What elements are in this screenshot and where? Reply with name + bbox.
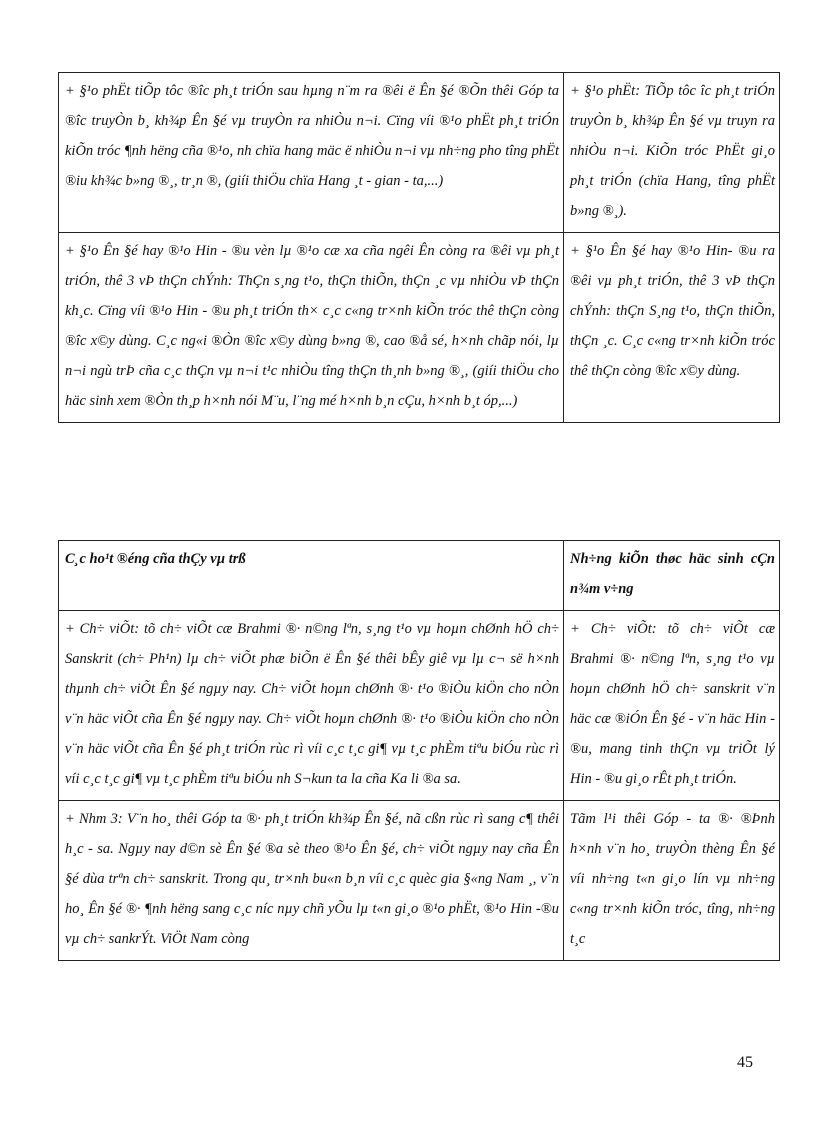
- content-table-2: [58, 540, 780, 961]
- page-number: 45: [737, 1054, 753, 1071]
- header-activities: C¸c ho¹t ®éng cña thÇy vµ trß: [59, 541, 564, 611]
- table-row: [59, 233, 780, 423]
- table-header-row: [59, 541, 780, 611]
- activity-cell: + §¹o phËt tiÕp tôc ®îc ph¸t triÓn sau hµng n¨m ra ®êi ë Ên §é ®Õn thêi Góp ta ®îc truyÒn b¸ kh¾p Ên §é vµ truyÒn ra nhiÒu n¬i. Cïng víi ®¹o phËt ph¸t triÓn kiÕn tróc ¶nh hëng cña ®¹o, nh chïa hang mäc ë nhiÒu n¬i vµ nh÷ng pho tîng phËt ®iu kh¾c b»ng ®¸, tr¸n ®, (giíi thiÖu chïa Hang ¸t - gian - ta,...): [59, 73, 564, 233]
- table-row: [59, 801, 780, 961]
- table-row: [59, 73, 780, 233]
- activity-cell: + §¹o Ên §é hay ®¹o Hin - ®u vèn lµ ®¹o cæ xa cña ngêi Ên còng ra ®êi vµ ph¸t triÓn, thê 3 vÞ thÇn chÝnh: ThÇn s¸ng t¹o, thÇn thiÕn, thÇn ¸c vµ nhiÒu vÞ thÇn kh¸c. Cïng víi ®¹o Hin - ®u ph¸t triÓn th× c¸c c«ng tr×nh kiÕn tróc thê thÇn còng ®îc x©y dùng. C¸c ng«i ®Òn ®îc x©y dùng b»ng ®, cao ®å sé, h×nh chãp nói, lµ n¬i ngù trÞ cña c¸c thÇn vµ n¬i t¹c nhiÒu tîng thÇn th¸nh b»ng ®¸, (giíi thiÖu cho häc sinh xem ®Òn th¸p h×nh nói M¨u, l¨ng mé h×nh b¸n cÇu, h×nh b¸t óp,...): [59, 233, 564, 423]
- activity-cell: + Nhm 3: V¨n ho¸ thêi Góp ta ®· ph¸t triÓn kh¾p Ên §é, nã cßn rùc rì sang c¶ thêi h¸c - sa. Ngµy nay d©n sè Ên §é ®a sè theo ®¹o Ên §é, ch÷ viÕt ngµy nay cña Ên §é dùa trªn ch÷ sanskrit. Trong qu¸ tr×nh bu«n b¸n víi c¸c quèc gia §«ng Nam ¸, v¨n ho¸ Ên §é ®· ¶nh hëng sang c¸c níc nµy chñ yÕu lµ t«n gi¸o ®¹o phËt, ®¹o Hin -®u vµ ch÷ sankrÝt. ViÖt Nam còng: [59, 801, 564, 961]
- knowledge-cell: Tãm l¹i thêi Góp - ta ®· ®Þnh h×nh v¨n ho¸ truyÒn thèng Ên §é víi nh÷ng t«n gi¸o lín vµ nh÷ng c«ng tr×nh kiÕn tróc, tîng, nh÷ng t¸c: [564, 801, 780, 961]
- content-table-1: [58, 72, 780, 423]
- header-knowledge: Nh÷ng kiÕn thøc häc sinh cÇn n¾m v÷ng: [564, 541, 780, 611]
- activity-cell: + Ch÷ viÕt: tõ ch÷ viÕt cæ Brahmi ®· n©ng lªn, s¸ng t¹o vµ hoµn chØnh hÖ ch÷ Sanskrit (ch÷ Ph¹n) lµ ch÷ viÕt phæ biÕn ë Ên §é thêi bÊy giê vµ lµ c¬ së h×nh thµnh ch÷ viÕt Ên §é ngµy nay. Ch÷ viÕt hoµn chØnh ®· t¹o ®iÒu kiÖn cho nÒn v¨n häc viÕt cña Ên §é ngµy nay. Ch÷ viÕt hoµn chØnh ®· t¹o ®iÒu kiÖn cho nÒn v¨n häc viÕt cña Ên §é ph¸t triÓn rùc rì víi c¸c t¸c gi¶ vµ t¸c phÈm tiªu biÓu rùc rì víi c¸c t¸c gi¶ vµ t¸c phÈm tiªu biÓu nh S¬kun ta la cña Ka li ®a sa.: [59, 611, 564, 801]
- knowledge-cell: + Ch÷ viÕt: tõ ch÷ viÕt cæ Brahmi ®· n©ng lªn, s¸ng t¹o vµ hoµn chØnh hÖ ch÷ sanskrit v¨n häc cæ ®iÓn Ên §é - v¨n häc Hin - ®u, mang tinh thÇn vµ triÕt lý Hin - ®u gi¸o rÊt ph¸t triÓn.: [564, 611, 780, 801]
- knowledge-cell: + §¹o phËt: TiÕp tôc îc ph¸t triÓn truyÒn b¸ kh¾p Ên §é vµ truyn ra nhiÒu n¬i. KiÕn tróc PhËt gi¸o ph¸t triÓn (chïa Hang, tîng phËt b»ng ®¸).: [564, 73, 780, 233]
- knowledge-cell: + §¹o Ên §é hay ®¹o Hin- ®u ra ®êi vµ ph¸t triÓn, thê 3 vÞ thÇn chÝnh: thÇn S¸ng t¹o, thÇn thiÕn, thÇn ¸c. C¸c c«ng tr×nh kiÕn tróc thê thÇn còng ®îc x©y dùng.: [564, 233, 780, 423]
- table-row: [59, 611, 780, 801]
